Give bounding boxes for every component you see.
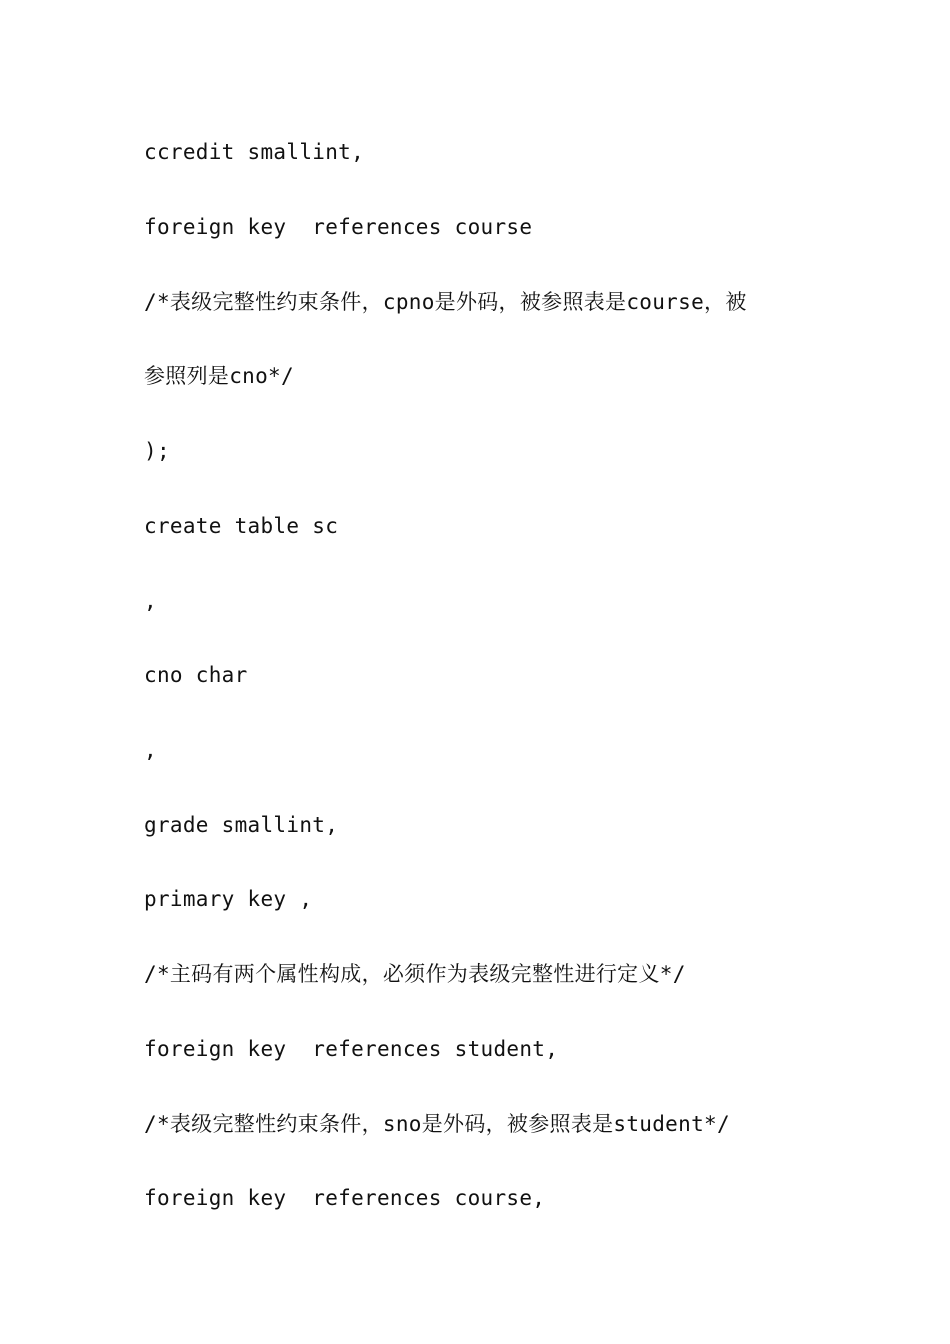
code-line: create table sc	[144, 514, 339, 538]
code-line: cno char	[144, 663, 248, 687]
comment-line: /*表级完整性约束条件，sno是外码，被参照表是student*/	[144, 1112, 730, 1136]
comment-line: /*主码有两个属性构成，必须作为表级完整性进行定义*/	[144, 962, 686, 986]
code-line: foreign key references course	[144, 215, 533, 239]
code-line: foreign key references student,	[144, 1037, 559, 1061]
comment-line: 参照列是cno*/	[144, 364, 294, 388]
code-line: );	[144, 439, 170, 463]
comment-line: /*表级完整性约束条件，cpno是外码，被参照表是course，被	[144, 290, 747, 314]
code-line: ,	[144, 589, 157, 613]
code-line: foreign key references course,	[144, 1186, 546, 1210]
code-line: grade smallint,	[144, 813, 339, 837]
code-line: ,	[144, 738, 157, 762]
code-line: primary key ,	[144, 887, 313, 911]
code-line: ccredit smallint,	[144, 140, 365, 164]
